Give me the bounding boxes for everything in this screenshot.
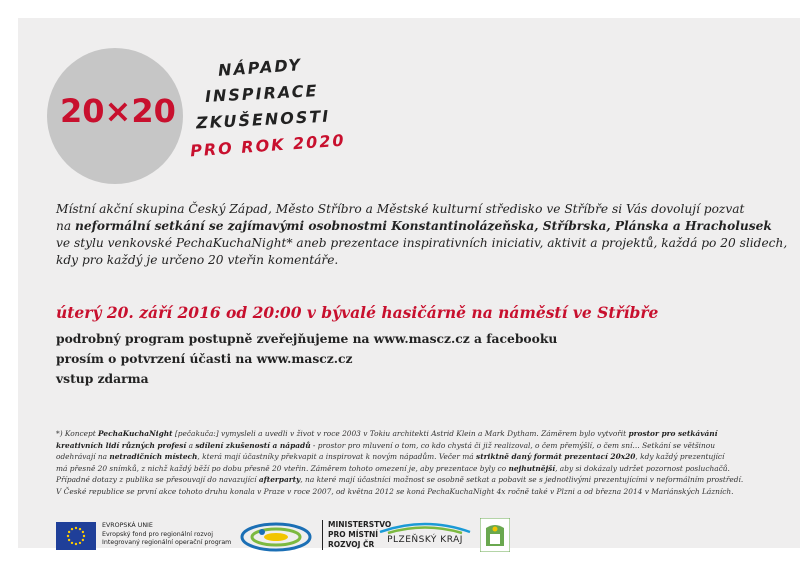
eu-line: Integrovaný regionální operační program <box>102 539 232 546</box>
fn-seg: *) Koncept <box>56 429 99 438</box>
footnote-line <box>56 428 796 440</box>
mmr-line: MINISTERSTVO <box>328 520 392 529</box>
fn-bold: kreativních lidí různých profesí <box>56 440 187 450</box>
fn-seg: Případné dotazy z publika se přesouvají do navazující <box>56 475 259 485</box>
fn-seg: , aby si dokázaly udržet pozornost posluchačů. <box>555 463 730 473</box>
partner-logos <box>56 518 776 554</box>
tagline-inspirace: INSPIRACE <box>204 81 319 106</box>
entry-line: vstup zdarma <box>56 371 149 386</box>
intro-text <box>56 201 800 269</box>
footnote-line <box>56 474 796 486</box>
fn-bold: striktně daný formát prezentací 20x20 <box>476 452 636 462</box>
fn-bold: sdílení zkušeností a nápadů <box>195 440 311 450</box>
event-info <box>56 329 557 389</box>
mmr-divider <box>322 520 323 550</box>
leader-logo-icon <box>480 518 510 552</box>
fn-bold: nejhutnější <box>508 463 556 473</box>
kraj-label: PLZEŇSKÝ KRAJ <box>387 535 463 545</box>
footnote-line <box>56 463 796 475</box>
fn-seg: [pečakuča:] vymysleli a uvedli v život v roce 2003 v Tokiu architekti Astrid Klein a Mark Dytham. Záměrem bylo vytvořit <box>172 429 629 438</box>
tagline-napady: NÁPADY <box>217 55 303 80</box>
eu-text <box>102 522 231 548</box>
tagline-zkusenosti: ZKUŠENOSTI <box>195 106 331 133</box>
fn-bold: netradičních místech <box>109 452 198 462</box>
intro-line: kdy pro každý je určeno 20 vteřin komentáře. <box>56 253 339 267</box>
fn-bold: prostor pro setkávání <box>628 429 718 438</box>
intro-text-segment: na <box>56 219 75 233</box>
rsvp-line: prosím o potvrzení účasti na www.mascz.cz <box>56 351 353 366</box>
fn-seg: , která mají účastníky překvapit a inspirovat k novým nápadům. Večer má <box>197 452 477 462</box>
mmr-line: ROZVOJ ČR <box>328 540 375 549</box>
footnote-line: V České republice se první akce tohoto druhu konala v Praze v roce 2007, od května 2012 se koná PechaKuchaNight 4x ročně také v Plzni a od března 2014 v Mariánských Lázních. <box>56 486 734 496</box>
intro-line <box>56 218 800 235</box>
fn-seg: má přesně 20 snímků, z nichž každý běží po dobu přesně 20 vteřin. Záměrem tohoto omezení je, aby prezentace byly co <box>56 463 509 473</box>
tagline-pro-rok: PRO ROK 2020 <box>189 130 347 161</box>
invitation-card <box>18 18 800 548</box>
footnote <box>56 428 796 498</box>
intro-line: ve stylu venkovské PechaKuchaNight* aneb prezentace inspirativních iniciativ, aktivit a projektů, každá po 20 slidech, <box>56 236 788 250</box>
mmr-logo-icon <box>238 520 318 552</box>
program-line: podrobný program postupně zveřejňujeme na www.mascz.cz a facebooku <box>56 331 558 346</box>
intro-line: Místní akční skupina Český Západ, Město Stříbro a Městské kulturní středisko ve Stříbře si Vás dovolují pozvat <box>56 202 745 216</box>
fn-bold: PechaKuchaNight <box>98 429 173 438</box>
footnote-line <box>56 440 796 452</box>
fn-bold: afterparty <box>258 475 301 485</box>
fn-seg: - prostor pro mluvení o tom, co kdo chystá či již realizoval, o čem přemýšlí, o čem sní… Setkání se většinou <box>310 440 715 450</box>
logo-number: 20×20 <box>60 92 176 130</box>
mmr-line: PRO MÍSTNÍ <box>328 530 379 539</box>
event-date-place: úterý 20. září 2016 od 20:00 v bývalé hasičárně na náměstí ve Stříbře <box>56 303 659 322</box>
eu-line: Evropský fond pro regionální rozvoj <box>102 530 213 538</box>
footnote-line <box>56 451 796 463</box>
eu-line: EVROPSKÁ UNIE <box>102 522 153 529</box>
plzensky-kraj-logo-icon <box>370 520 480 536</box>
fn-seg: , na které mají účastníci možnost se osobně setkat a pobavit se s jednotlivými prezentujícími v neformálním prostředí. <box>300 475 744 485</box>
fn-seg: , kdy každý prezentující <box>635 452 725 462</box>
fn-seg: odehrávají na <box>56 452 110 462</box>
plzensky-kraj-logo <box>370 520 480 552</box>
fn-seg: a <box>186 440 196 450</box>
intro-bold-segment: neformální setkání se zajímavými osobnostmi Konstantinolázeňska, Stříbrska, Plánska a Hracholusek <box>75 219 772 233</box>
eu-flag-icon <box>56 522 96 550</box>
